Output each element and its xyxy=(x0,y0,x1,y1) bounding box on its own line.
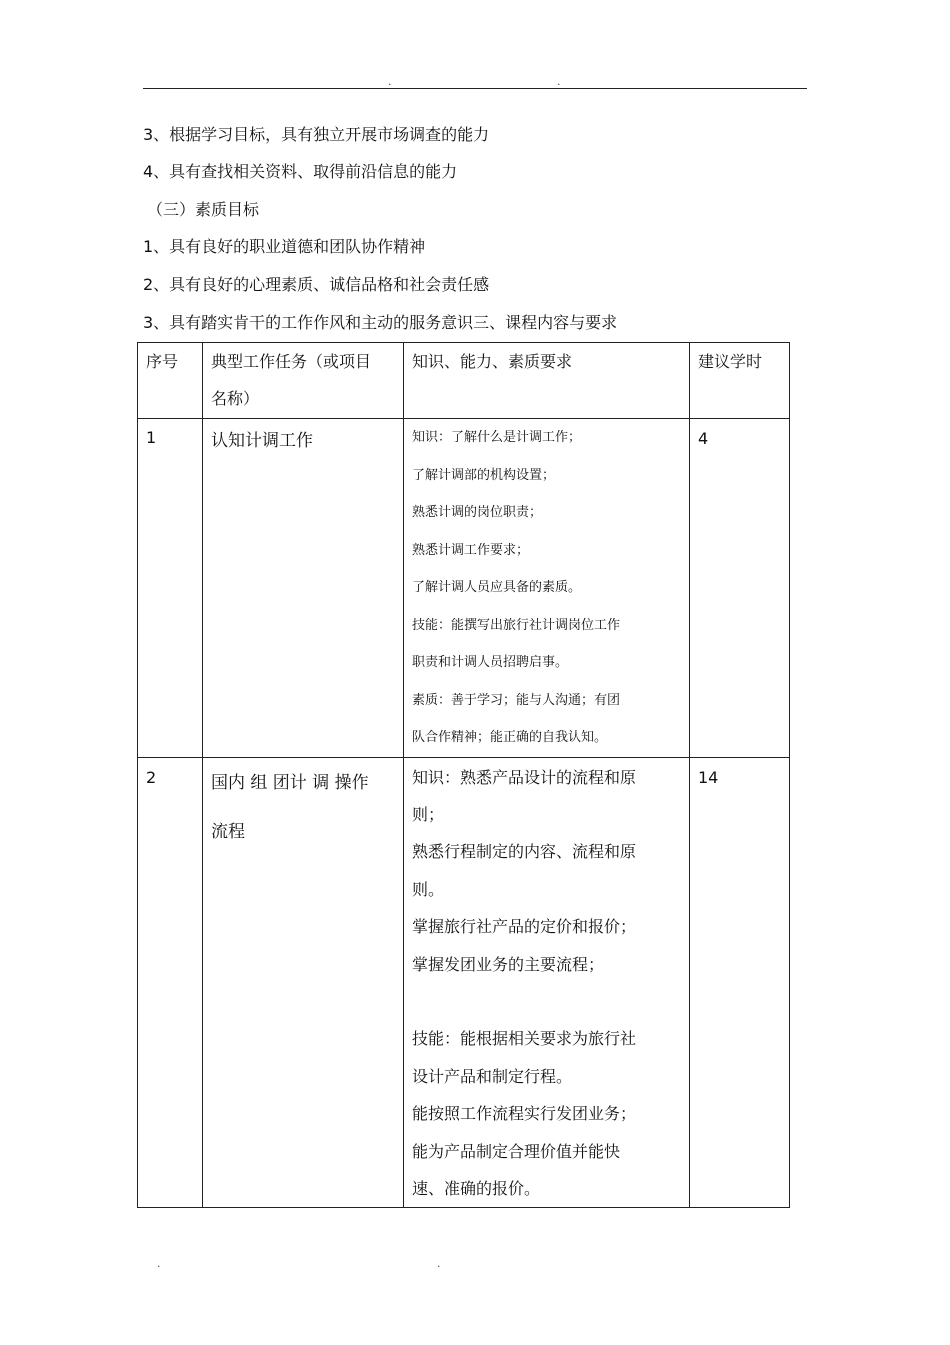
row2-hours: 14 xyxy=(698,767,719,787)
row2-task-line1: 国内 组 团计 调 操作 xyxy=(211,772,369,793)
header-requirements-label: 知识、能力、素质要求 xyxy=(412,352,573,371)
row2-req-blank-line xyxy=(412,983,689,1020)
paragraph-ability-4: 4、具有查找相关资料、取得前沿信息的能力 xyxy=(143,162,458,181)
header-no-label: 序号 xyxy=(146,352,179,371)
header-dot-left: . xyxy=(388,75,392,88)
row1-hours-cell xyxy=(690,419,790,758)
row1-no: 1 xyxy=(146,428,157,447)
row1-req-line: 了解计调部的机构设置； xyxy=(412,467,556,483)
row2-req-line: 则； xyxy=(412,804,445,824)
row2-requirements-cell xyxy=(404,757,690,1208)
row2-task-line2: 流程 xyxy=(211,821,245,842)
row1-req-line: 技能：能撰写出旅行社计调岗位工作 xyxy=(412,617,621,633)
row2-req-line: 技能：能根据相关要求为旅行社 xyxy=(412,1029,637,1049)
header-cell-no xyxy=(138,343,203,419)
row2-req-line: 则。 xyxy=(412,879,445,899)
header-hours-label: 建议学时 xyxy=(698,352,763,371)
row1-req-line: 知识：了解什么是计调工作； xyxy=(412,430,582,445)
paragraph-ability-3: 3、根据学习目标，具有独立开展市场调查的能力 xyxy=(143,125,490,144)
row1-requirements xyxy=(404,419,689,757)
header-cell-task xyxy=(203,343,404,419)
row2-req-line: 能为产品制定合理价值并能快 xyxy=(412,1141,621,1161)
row2-req-line: 熟悉行程制定的内容、流程和原 xyxy=(412,842,637,862)
table-row xyxy=(138,757,790,1208)
header-dot-right: . xyxy=(557,75,561,88)
row2-no-cell xyxy=(138,757,203,1208)
header-task-label-line2: 名称） xyxy=(211,389,260,408)
row2-req-line: 能按照工作流程实行发团业务； xyxy=(412,1104,637,1124)
table-header-row xyxy=(138,343,790,419)
paragraph-quality-1: 1、具有良好的职业道德和团队协作精神 xyxy=(143,237,426,256)
footer-dot-right: . xyxy=(437,1257,441,1270)
row1-req-line: 了解计调人员应具备的素质。 xyxy=(412,580,582,595)
row1-hours: 4 xyxy=(698,429,709,448)
paragraph-quality-3: 3、具有踏实肯干的工作作风和主动的服务意识三、课程内容与要求 xyxy=(143,313,618,332)
header-cell-hours xyxy=(690,343,790,419)
paragraph-quality-2: 2、具有良好的心理素质、诚信品格和社会责任感 xyxy=(143,275,490,294)
header-cell-requirements xyxy=(404,343,690,419)
row1-req-line: 熟悉计调工作要求； xyxy=(412,542,530,558)
row2-req-line: 掌握旅行社产品的定价和报价； xyxy=(412,917,637,937)
header-rule xyxy=(143,88,807,89)
section-heading-quality-goals: （三）素质目标 xyxy=(147,200,260,219)
row1-req-line: 熟悉计调的岗位职责； xyxy=(412,505,543,520)
row2-no: 2 xyxy=(146,767,157,787)
row2-req-line: 速、准确的报价。 xyxy=(412,1178,541,1198)
row1-task-cell xyxy=(203,419,404,758)
course-content-table xyxy=(137,342,790,1208)
row2-req-line: 知识：熟悉产品设计的流程和原 xyxy=(412,767,637,787)
row2-task-cell xyxy=(203,757,404,1208)
row2-req-line: 掌握发团业务的主要流程； xyxy=(412,954,605,974)
row2-hours-cell xyxy=(690,757,790,1208)
row1-task: 认知计调工作 xyxy=(211,431,313,451)
row1-req-line: 职责和计调人员招聘启事。 xyxy=(412,655,569,670)
row2-requirements xyxy=(404,758,689,1208)
row2-req-line: 设计产品和制定行程。 xyxy=(412,1066,573,1086)
row1-req-line: 队合作精神；能正确的自我认知。 xyxy=(412,730,608,745)
table-row xyxy=(138,419,790,758)
row1-req-line: 素质：善于学习；能与人沟通；有团 xyxy=(412,692,621,708)
row1-requirements-cell xyxy=(404,419,690,758)
row1-no-cell xyxy=(138,419,203,758)
header-task-label-line1: 典型工作任务（或项目 xyxy=(211,352,372,371)
footer-dot-left: . xyxy=(157,1257,161,1270)
